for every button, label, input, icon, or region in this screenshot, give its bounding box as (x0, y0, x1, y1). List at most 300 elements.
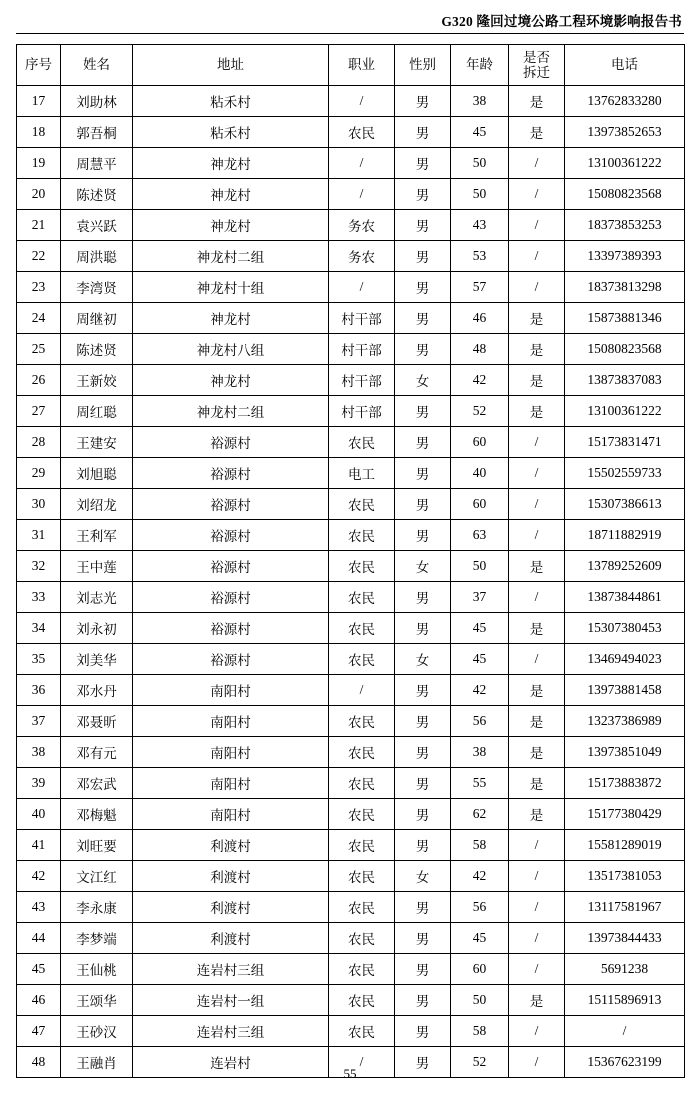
cell-address: 粘禾村 (133, 86, 329, 117)
cell-address: 神龙村 (133, 148, 329, 179)
cell-age: 50 (451, 551, 509, 582)
cell-age: 48 (451, 334, 509, 365)
table-row (17, 117, 685, 148)
column-header-phone: 电话 (565, 45, 685, 86)
cell-age: 50 (451, 985, 509, 1016)
cell-occupation: / (329, 179, 395, 210)
cell-name: 王新姣 (61, 365, 133, 396)
cell-demolition: / (509, 582, 565, 613)
cell-phone: 13873837083 (565, 365, 685, 396)
cell-occupation: 农民 (329, 582, 395, 613)
cell-seq: 22 (17, 241, 61, 272)
cell-name: 刘助林 (61, 86, 133, 117)
table-row (17, 148, 685, 179)
cell-occupation: 农民 (329, 520, 395, 551)
cell-gender: 男 (395, 520, 451, 551)
cell-name: 王仙桃 (61, 954, 133, 985)
cell-occupation: 农民 (329, 799, 395, 830)
cell-occupation: 农民 (329, 489, 395, 520)
column-header-demolition-line1: 是否 (523, 49, 550, 65)
cell-gender: 男 (395, 613, 451, 644)
cell-phone: 13973844433 (565, 923, 685, 954)
cell-phone: 13789252609 (565, 551, 685, 582)
cell-age: 58 (451, 1016, 509, 1047)
cell-demolition: / (509, 923, 565, 954)
cell-age: 40 (451, 458, 509, 489)
cell-occupation: / (329, 1047, 395, 1078)
cell-name: 刘美华 (61, 644, 133, 675)
cell-seq: 35 (17, 644, 61, 675)
cell-address: 连岩村三组 (133, 1016, 329, 1047)
cell-seq: 39 (17, 768, 61, 799)
cell-demolition: 是 (509, 613, 565, 644)
cell-name: 李梦端 (61, 923, 133, 954)
column-header-demolition-line2: 拆迁 (523, 65, 550, 80)
cell-demolition: / (509, 861, 565, 892)
cell-gender: 男 (395, 272, 451, 303)
table-row (17, 985, 685, 1016)
cell-name: 郭吾桐 (61, 117, 133, 148)
cell-seq: 36 (17, 675, 61, 706)
cell-demolition: 是 (509, 675, 565, 706)
cell-age: 58 (451, 830, 509, 861)
cell-occupation: 农民 (329, 861, 395, 892)
cell-address: 利渡村 (133, 830, 329, 861)
column-header-name: 姓名 (61, 45, 133, 86)
table-row (17, 737, 685, 768)
cell-age: 60 (451, 427, 509, 458)
cell-gender: 男 (395, 675, 451, 706)
cell-address: 裕源村 (133, 458, 329, 489)
table-row (17, 179, 685, 210)
table-row (17, 396, 685, 427)
table-row (17, 613, 685, 644)
cell-seq: 40 (17, 799, 61, 830)
cell-name: 李湾贤 (61, 272, 133, 303)
column-header-age: 年龄 (451, 45, 509, 86)
cell-gender: 女 (395, 365, 451, 396)
cell-seq: 32 (17, 551, 61, 582)
cell-age: 42 (451, 675, 509, 706)
cell-age: 43 (451, 210, 509, 241)
cell-gender: 男 (395, 241, 451, 272)
table-row (17, 582, 685, 613)
cell-occupation: 农民 (329, 954, 395, 985)
table-row (17, 954, 685, 985)
table-row (17, 272, 685, 303)
cell-phone: 15115896913 (565, 985, 685, 1016)
cell-seq: 18 (17, 117, 61, 148)
cell-age: 45 (451, 644, 509, 675)
table-row (17, 210, 685, 241)
document-header-title: G320 隆回过境公路工程环境影响报告书 (441, 14, 682, 29)
table-row (17, 644, 685, 675)
table-row (17, 1016, 685, 1047)
cell-demolition: 是 (509, 737, 565, 768)
table-row (17, 334, 685, 365)
cell-name: 王颂华 (61, 985, 133, 1016)
cell-occupation: 农民 (329, 117, 395, 148)
cell-age: 62 (451, 799, 509, 830)
cell-age: 53 (451, 241, 509, 272)
cell-name: 周红聪 (61, 396, 133, 427)
column-header-address: 地址 (133, 45, 329, 86)
cell-demolition: / (509, 1016, 565, 1047)
cell-seq: 29 (17, 458, 61, 489)
cell-phone: 15173831471 (565, 427, 685, 458)
cell-demolition: 是 (509, 768, 565, 799)
table-row (17, 86, 685, 117)
cell-gender: 男 (395, 427, 451, 458)
cell-name: 王砂汉 (61, 1016, 133, 1047)
cell-address: 连岩村 (133, 1047, 329, 1078)
cell-demolition: / (509, 892, 565, 923)
cell-seq: 25 (17, 334, 61, 365)
cell-gender: 男 (395, 210, 451, 241)
cell-occupation: 农民 (329, 613, 395, 644)
page-number: 55 (343, 1066, 357, 1081)
cell-name: 王融肖 (61, 1047, 133, 1078)
cell-age: 46 (451, 303, 509, 334)
cell-name: 李永康 (61, 892, 133, 923)
cell-occupation: / (329, 675, 395, 706)
cell-occupation: 农民 (329, 737, 395, 768)
cell-phone: 15080823568 (565, 179, 685, 210)
cell-name: 刘永初 (61, 613, 133, 644)
cell-phone: 15173883872 (565, 768, 685, 799)
cell-name: 刘旺要 (61, 830, 133, 861)
column-header-gender: 性别 (395, 45, 451, 86)
cell-occupation: 农民 (329, 923, 395, 954)
cell-gender: 男 (395, 985, 451, 1016)
document-header (16, 10, 684, 34)
cell-occupation: 务农 (329, 241, 395, 272)
cell-age: 45 (451, 613, 509, 644)
cell-occupation: 村干部 (329, 303, 395, 334)
table-row (17, 923, 685, 954)
cell-gender: 男 (395, 458, 451, 489)
column-header-seq: 序号 (17, 45, 61, 86)
resident-survey-table (16, 44, 685, 1078)
cell-phone: 13762833280 (565, 86, 685, 117)
cell-address: 南阳村 (133, 706, 329, 737)
cell-age: 42 (451, 365, 509, 396)
cell-seq: 43 (17, 892, 61, 923)
cell-occupation: / (329, 148, 395, 179)
cell-name: 袁兴跃 (61, 210, 133, 241)
cell-occupation: 农民 (329, 985, 395, 1016)
cell-name: 陈述贤 (61, 334, 133, 365)
cell-age: 60 (451, 489, 509, 520)
cell-address: 裕源村 (133, 613, 329, 644)
cell-demolition: / (509, 179, 565, 210)
cell-phone: 18373853253 (565, 210, 685, 241)
table-row (17, 303, 685, 334)
table-header-row (17, 45, 685, 86)
cell-phone: 15581289019 (565, 830, 685, 861)
cell-seq: 37 (17, 706, 61, 737)
cell-phone: 15367623199 (565, 1047, 685, 1078)
cell-occupation: 农民 (329, 892, 395, 923)
cell-age: 45 (451, 923, 509, 954)
cell-age: 52 (451, 1047, 509, 1078)
cell-phone: 13973881458 (565, 675, 685, 706)
cell-seq: 31 (17, 520, 61, 551)
cell-age: 45 (451, 117, 509, 148)
cell-occupation: 电工 (329, 458, 395, 489)
cell-phone: 13469494023 (565, 644, 685, 675)
cell-gender: 男 (395, 179, 451, 210)
table-row (17, 675, 685, 706)
cell-demolition: / (509, 954, 565, 985)
cell-seq: 19 (17, 148, 61, 179)
cell-demolition: / (509, 272, 565, 303)
cell-occupation: 务农 (329, 210, 395, 241)
cell-gender: 女 (395, 551, 451, 582)
cell-seq: 17 (17, 86, 61, 117)
cell-phone: 13237386989 (565, 706, 685, 737)
cell-address: 利渡村 (133, 892, 329, 923)
cell-name: 邓梅魁 (61, 799, 133, 830)
cell-seq: 28 (17, 427, 61, 458)
cell-seq: 42 (17, 861, 61, 892)
cell-phone: 15177380429 (565, 799, 685, 830)
table-row (17, 892, 685, 923)
cell-age: 57 (451, 272, 509, 303)
cell-phone: / (565, 1016, 685, 1047)
cell-gender: 男 (395, 892, 451, 923)
cell-name: 周慧平 (61, 148, 133, 179)
cell-occupation: 农民 (329, 427, 395, 458)
cell-address: 裕源村 (133, 582, 329, 613)
column-header-demolition (509, 45, 565, 86)
cell-name: 邓聂昕 (61, 706, 133, 737)
cell-gender: 男 (395, 706, 451, 737)
cell-demolition: / (509, 241, 565, 272)
cell-age: 60 (451, 954, 509, 985)
cell-gender: 男 (395, 396, 451, 427)
cell-seq: 44 (17, 923, 61, 954)
cell-address: 裕源村 (133, 551, 329, 582)
cell-age: 52 (451, 396, 509, 427)
cell-address: 利渡村 (133, 861, 329, 892)
cell-gender: 女 (395, 644, 451, 675)
cell-demolition: 是 (509, 551, 565, 582)
cell-address: 南阳村 (133, 675, 329, 706)
cell-occupation: 农民 (329, 644, 395, 675)
cell-address: 神龙村 (133, 365, 329, 396)
cell-address: 裕源村 (133, 520, 329, 551)
cell-address: 南阳村 (133, 737, 329, 768)
cell-name: 王中莲 (61, 551, 133, 582)
cell-phone: 15080823568 (565, 334, 685, 365)
cell-gender: 男 (395, 1016, 451, 1047)
cell-age: 37 (451, 582, 509, 613)
cell-address: 利渡村 (133, 923, 329, 954)
cell-gender: 男 (395, 86, 451, 117)
table-row (17, 241, 685, 272)
cell-name: 周洪聪 (61, 241, 133, 272)
cell-demolition: 是 (509, 117, 565, 148)
cell-address: 粘禾村 (133, 117, 329, 148)
cell-gender: 男 (395, 799, 451, 830)
cell-name: 王利军 (61, 520, 133, 551)
cell-phone: 18711882919 (565, 520, 685, 551)
cell-seq: 23 (17, 272, 61, 303)
cell-seq: 41 (17, 830, 61, 861)
cell-phone: 15502559733 (565, 458, 685, 489)
cell-age: 55 (451, 768, 509, 799)
cell-age: 38 (451, 737, 509, 768)
table-row (17, 799, 685, 830)
cell-age: 56 (451, 706, 509, 737)
cell-age: 63 (451, 520, 509, 551)
cell-occupation: 村干部 (329, 396, 395, 427)
cell-phone: 5691238 (565, 954, 685, 985)
cell-phone: 13973851049 (565, 737, 685, 768)
cell-address: 裕源村 (133, 489, 329, 520)
cell-demolition: 是 (509, 396, 565, 427)
cell-gender: 男 (395, 737, 451, 768)
cell-name: 刘旭聪 (61, 458, 133, 489)
cell-demolition: / (509, 427, 565, 458)
table-row (17, 768, 685, 799)
cell-address: 神龙村 (133, 210, 329, 241)
cell-seq: 34 (17, 613, 61, 644)
table-body (17, 86, 685, 1078)
cell-seq: 46 (17, 985, 61, 1016)
cell-gender: 男 (395, 1047, 451, 1078)
cell-demolition: / (509, 644, 565, 675)
cell-seq: 33 (17, 582, 61, 613)
cell-name: 邓宏武 (61, 768, 133, 799)
cell-address: 神龙村十组 (133, 272, 329, 303)
cell-demolition: / (509, 489, 565, 520)
cell-demolition: 是 (509, 86, 565, 117)
cell-seq: 47 (17, 1016, 61, 1047)
cell-demolition: / (509, 520, 565, 551)
table-row (17, 427, 685, 458)
cell-occupation: 农民 (329, 768, 395, 799)
cell-gender: 男 (395, 489, 451, 520)
cell-gender: 男 (395, 582, 451, 613)
cell-gender: 男 (395, 334, 451, 365)
cell-seq: 20 (17, 179, 61, 210)
cell-name: 刘志光 (61, 582, 133, 613)
table-row (17, 365, 685, 396)
table-row (17, 520, 685, 551)
cell-seq: 27 (17, 396, 61, 427)
cell-seq: 48 (17, 1047, 61, 1078)
table-row (17, 489, 685, 520)
cell-age: 50 (451, 148, 509, 179)
cell-address: 连岩村一组 (133, 985, 329, 1016)
cell-demolition: / (509, 210, 565, 241)
cell-age: 50 (451, 179, 509, 210)
cell-demolition: 是 (509, 985, 565, 1016)
cell-gender: 男 (395, 148, 451, 179)
cell-name: 王建安 (61, 427, 133, 458)
cell-address: 裕源村 (133, 644, 329, 675)
cell-occupation: / (329, 86, 395, 117)
cell-age: 42 (451, 861, 509, 892)
cell-name: 邓水丹 (61, 675, 133, 706)
cell-gender: 女 (395, 861, 451, 892)
cell-name: 陈述贤 (61, 179, 133, 210)
cell-phone: 15873881346 (565, 303, 685, 334)
cell-demolition: 是 (509, 303, 565, 334)
cell-seq: 26 (17, 365, 61, 396)
table-row (17, 551, 685, 582)
cell-seq: 38 (17, 737, 61, 768)
cell-seq: 45 (17, 954, 61, 985)
cell-occupation: 村干部 (329, 365, 395, 396)
cell-age: 56 (451, 892, 509, 923)
cell-phone: 13397389393 (565, 241, 685, 272)
cell-address: 南阳村 (133, 768, 329, 799)
cell-gender: 男 (395, 954, 451, 985)
cell-demolition: / (509, 148, 565, 179)
cell-phone: 13873844861 (565, 582, 685, 613)
cell-gender: 男 (395, 830, 451, 861)
cell-gender: 男 (395, 117, 451, 148)
cell-seq: 24 (17, 303, 61, 334)
cell-phone: 13100361222 (565, 396, 685, 427)
cell-age: 38 (451, 86, 509, 117)
cell-name: 周继初 (61, 303, 133, 334)
cell-gender: 男 (395, 768, 451, 799)
cell-name: 刘绍龙 (61, 489, 133, 520)
cell-phone: 18373813298 (565, 272, 685, 303)
cell-seq: 30 (17, 489, 61, 520)
cell-phone: 13973852653 (565, 117, 685, 148)
cell-occupation: 村干部 (329, 334, 395, 365)
cell-phone: 13117581967 (565, 892, 685, 923)
cell-gender: 男 (395, 303, 451, 334)
cell-phone: 15307380453 (565, 613, 685, 644)
cell-address: 神龙村八组 (133, 334, 329, 365)
cell-occupation: / (329, 272, 395, 303)
cell-address: 神龙村二组 (133, 241, 329, 272)
cell-occupation: 农民 (329, 1016, 395, 1047)
cell-demolition: 是 (509, 365, 565, 396)
cell-demolition: / (509, 830, 565, 861)
cell-demolition: / (509, 1047, 565, 1078)
cell-demolition: 是 (509, 334, 565, 365)
cell-address: 连岩村三组 (133, 954, 329, 985)
table-row (17, 458, 685, 489)
cell-address: 神龙村 (133, 303, 329, 334)
cell-gender: 男 (395, 923, 451, 954)
cell-demolition: / (509, 458, 565, 489)
cell-name: 邓有元 (61, 737, 133, 768)
cell-occupation: 农民 (329, 830, 395, 861)
table-row (17, 861, 685, 892)
cell-demolition: 是 (509, 706, 565, 737)
cell-address: 裕源村 (133, 427, 329, 458)
cell-occupation: 农民 (329, 706, 395, 737)
cell-name: 文江红 (61, 861, 133, 892)
cell-phone: 13517381053 (565, 861, 685, 892)
cell-address: 神龙村二组 (133, 396, 329, 427)
cell-phone: 13100361222 (565, 148, 685, 179)
cell-address: 神龙村 (133, 179, 329, 210)
cell-occupation: 农民 (329, 551, 395, 582)
table-row (17, 830, 685, 861)
cell-address: 南阳村 (133, 799, 329, 830)
column-header-occupation: 职业 (329, 45, 395, 86)
cell-demolition: 是 (509, 799, 565, 830)
